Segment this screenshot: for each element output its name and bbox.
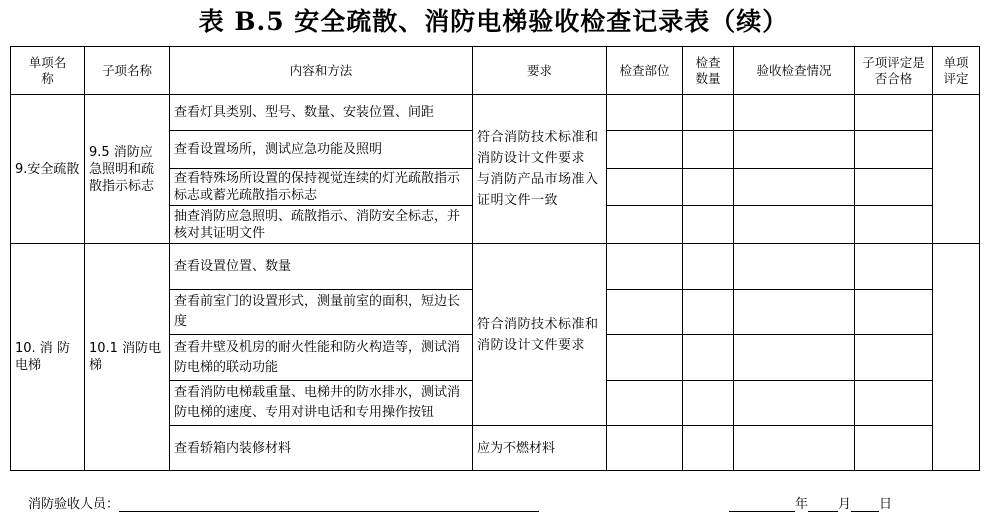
sub-eval-cell[interactable] <box>855 169 933 206</box>
inspector-label: 消防验收人员： <box>28 497 120 512</box>
table-row <box>11 244 980 290</box>
inspection-table <box>10 46 980 471</box>
header-sub-eval: 子项评定是否合格 <box>855 47 933 95</box>
content-cell: 查看设置场所，测试应急功能及照明 <box>170 131 473 169</box>
content-cell: 查看特殊场所设置的保持视觉连续的灯光疏散指示标志或蓄光疏散指示标志 <box>170 169 473 206</box>
table-row <box>11 95 980 131</box>
month-line[interactable] <box>808 497 838 512</box>
year-label: 年 <box>795 497 809 512</box>
quantity-cell[interactable] <box>683 95 734 131</box>
situation-cell[interactable] <box>734 169 855 206</box>
subitem-name-10-1: 10.1 消防电梯 <box>85 244 170 471</box>
header-situation: 验收检查情况 <box>734 47 855 95</box>
quantity-cell[interactable] <box>683 206 734 244</box>
header-quantity: 检查数量 <box>683 47 734 95</box>
quantity-cell[interactable] <box>683 426 734 471</box>
sub-eval-cell[interactable] <box>855 244 933 290</box>
situation-cell[interactable] <box>734 290 855 335</box>
location-cell[interactable] <box>607 244 683 290</box>
header-content: 内容和方法 <box>170 47 473 95</box>
header-item: 单项名称 <box>11 47 85 95</box>
requirement-10-1: 符合消防技术标准和消防设计文件要求 <box>473 244 607 426</box>
sub-eval-cell[interactable] <box>855 95 933 131</box>
content-cell: 抽查消防应急照明、疏散指示、消防安全标志，并核对其证明文件 <box>170 206 473 244</box>
header-subitem: 子项名称 <box>85 47 170 95</box>
subitem-name-9-5: 9.5 消防应急照明和疏散指示标志 <box>85 95 170 244</box>
sub-eval-cell[interactable] <box>855 290 933 335</box>
sub-eval-cell[interactable] <box>855 381 933 426</box>
location-cell[interactable] <box>607 426 683 471</box>
item-eval-cell[interactable] <box>933 244 980 471</box>
header-row <box>11 47 980 95</box>
situation-cell[interactable] <box>734 131 855 169</box>
quantity-cell[interactable] <box>683 244 734 290</box>
day-label: 日 <box>879 497 893 512</box>
location-cell[interactable] <box>607 381 683 426</box>
requirement-10-1-last: 应为不燃材料 <box>473 426 607 471</box>
date-field <box>729 493 892 512</box>
content-cell: 查看前室门的设置形式，测量前室的面积，短边长度 <box>170 290 473 335</box>
sub-eval-cell[interactable] <box>855 426 933 471</box>
header-requirement: 要求 <box>473 47 607 95</box>
quantity-cell[interactable] <box>683 131 734 169</box>
quantity-cell[interactable] <box>683 381 734 426</box>
year-line[interactable] <box>729 497 795 512</box>
sub-eval-cell[interactable] <box>855 335 933 381</box>
item-name-10: 10. 消 防 电梯 <box>11 244 85 471</box>
header-location: 检查部位 <box>607 47 683 95</box>
sub-eval-cell[interactable] <box>855 206 933 244</box>
content-cell: 查看设置位置、数量 <box>170 244 473 290</box>
location-cell[interactable] <box>607 206 683 244</box>
location-cell[interactable] <box>607 169 683 206</box>
situation-cell[interactable] <box>734 381 855 426</box>
location-cell[interactable] <box>607 95 683 131</box>
quantity-cell[interactable] <box>683 335 734 381</box>
sub-eval-cell[interactable] <box>855 131 933 169</box>
inspector-signature-line[interactable] <box>119 497 539 512</box>
situation-cell[interactable] <box>734 335 855 381</box>
requirement-9-5: 符合消防技术标准和消防设计文件要求 与消防产品市场准入证明文件一致 <box>473 95 607 244</box>
situation-cell[interactable] <box>734 244 855 290</box>
header-item-eval: 单项评定 <box>933 47 980 95</box>
day-line[interactable] <box>851 497 879 512</box>
item-name-9: 9.安全疏散 <box>11 95 85 244</box>
situation-cell[interactable] <box>734 95 855 131</box>
situation-cell[interactable] <box>734 426 855 471</box>
content-cell: 查看轿箱内装修材料 <box>170 426 473 471</box>
content-cell: 查看消防电梯载重量、电梯井的防水排水，测试消防电梯的速度、专用对讲电话和专用操作按钮 <box>170 381 473 426</box>
content-cell: 查看井壁及机房的耐火性能和防火构造等，测试消防电梯的联动功能 <box>170 335 473 381</box>
month-label: 月 <box>838 497 852 512</box>
page-title: 表 B.5 安全疏散、消防电梯验收检查记录表（续） <box>198 7 789 36</box>
location-cell[interactable] <box>607 335 683 381</box>
inspector-signature <box>28 493 539 512</box>
quantity-cell[interactable] <box>683 290 734 335</box>
location-cell[interactable] <box>607 131 683 169</box>
content-cell: 查看灯具类别、型号、数量、安装位置、间距 <box>170 95 473 131</box>
situation-cell[interactable] <box>734 206 855 244</box>
quantity-cell[interactable] <box>683 169 734 206</box>
location-cell[interactable] <box>607 290 683 335</box>
item-eval-cell[interactable] <box>933 95 980 244</box>
